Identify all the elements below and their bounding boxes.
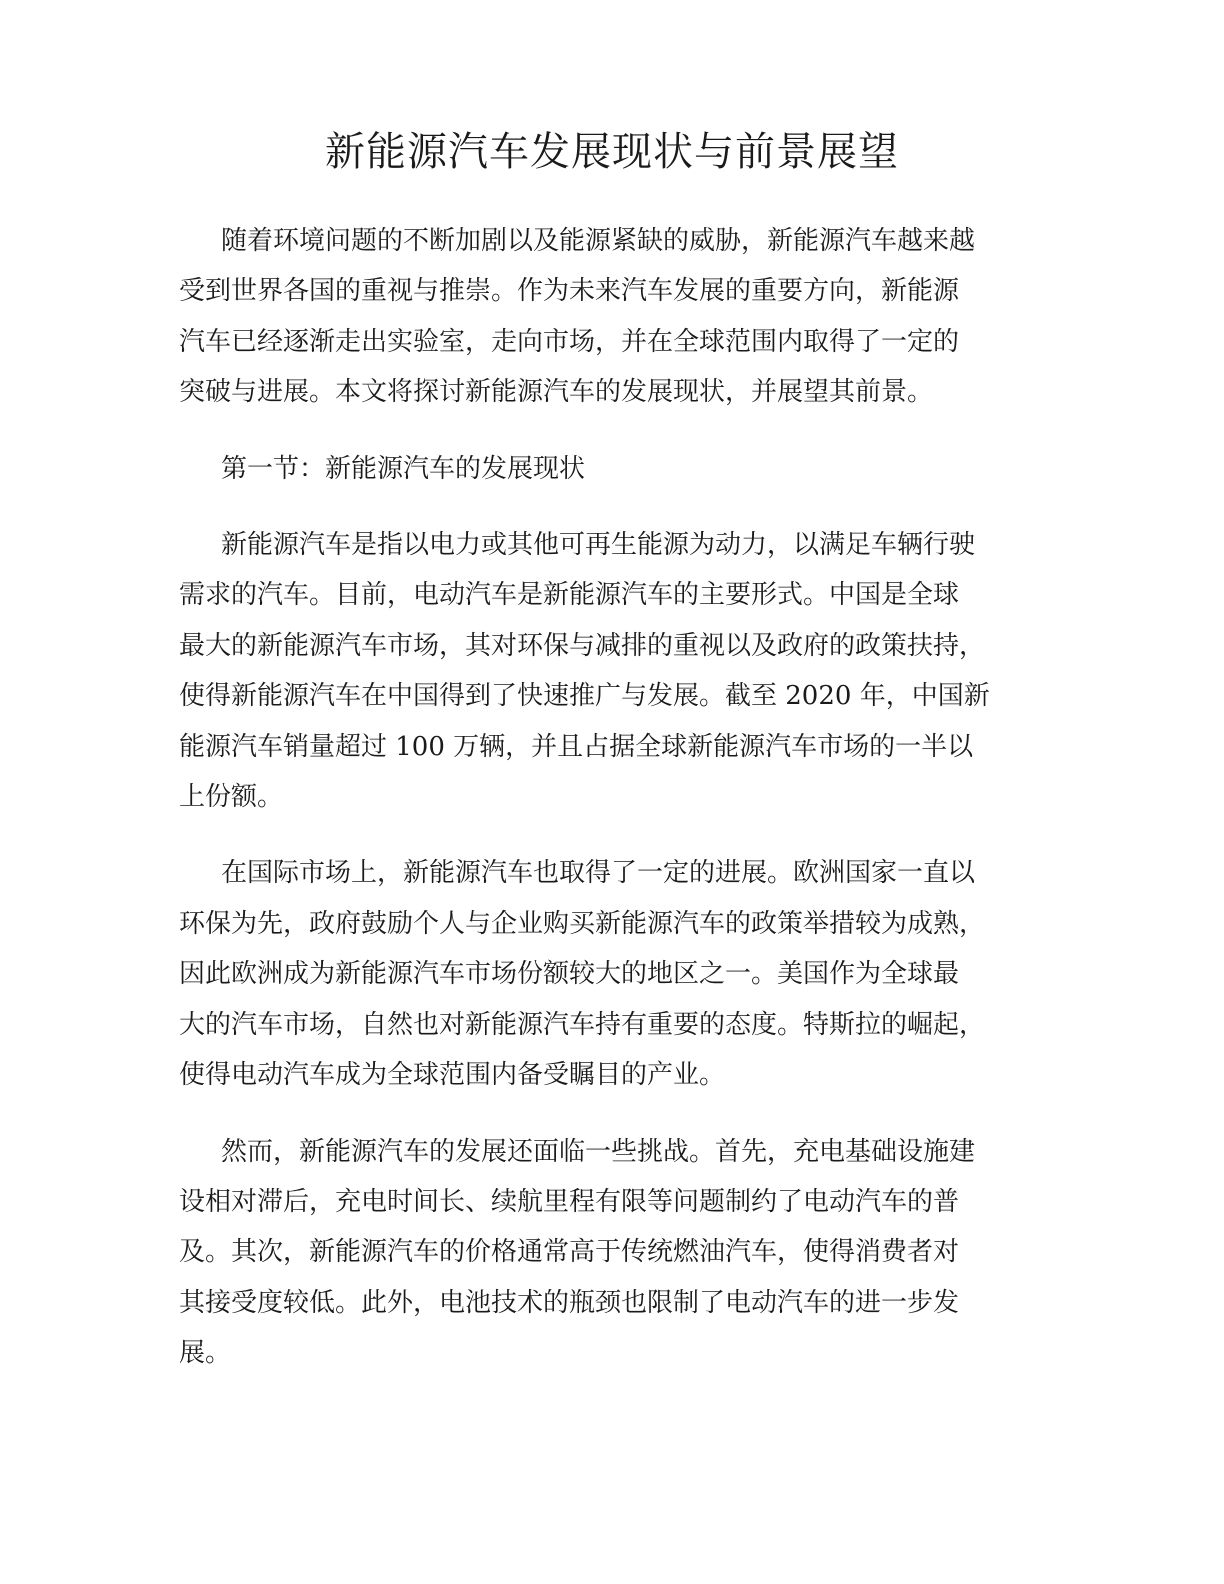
body-paragraph (179, 848, 1079, 1100)
paragraph-line: 因此欧洲成为新能源汽车市场份额较大的地区之一。美国作为全球最 (179, 959, 960, 990)
paragraph-line: 使得电动汽车成为全球范围内备受瞩目的产业。 (179, 1060, 726, 1091)
paragraph-line: 受到世界各国的重视与推崇。作为未来汽车发展的重要方向，新能源 (179, 276, 960, 307)
paragraph-line: 上份额。 (179, 782, 284, 813)
paragraph-line: 然而，新能源汽车的发展还面临一些挑战。首先，充电基础设施建 (221, 1136, 976, 1167)
intro-paragraph (179, 216, 1079, 418)
paragraph-line: 随着环境问题的不断加剧以及能源紧缺的威胁，新能源汽车越来越 (221, 226, 976, 256)
paragraph-line: 其接受度较低。此外，电池技术的瓶颈也限制了电动汽车的进一步发 (179, 1287, 960, 1318)
body-paragraph (179, 1127, 1079, 1379)
document-title: 新能源汽车发展现状与前景展望 (325, 129, 899, 175)
section-heading-text: 第一节：新能源汽车的发展现状 (221, 453, 586, 484)
paragraph-line: 突破与进展。本文将探讨新能源汽车的发展现状，并展望其前景。 (179, 377, 934, 408)
paragraph-line: 在国际市场上，新能源汽车也取得了一定的进展。欧洲国家一直以 (221, 858, 976, 889)
paragraph-line: 设相对滞后，充电时间长、续航里程有限等问题制约了电动汽车的普 (179, 1186, 960, 1217)
paragraph-line: 需求的汽车。目前，电动汽车是新能源汽车的主要形式。中国是全球 (179, 580, 960, 611)
paragraph-line: 使得新能源汽车在中国得到了快速推广与发展。截至 2020 年，中国新 (179, 681, 990, 712)
document-body (179, 216, 1079, 1405)
paragraph-line: 大的汽车市场，自然也对新能源汽车持有重要的态度。特斯拉的崛起， (179, 1009, 986, 1040)
paragraph-line: 新能源汽车是指以电力或其他可再生能源为动力，以满足车辆行驶 (221, 530, 976, 561)
paragraph-line: 展。 (179, 1338, 232, 1369)
paragraph-line: 最大的新能源汽车市场，其对环保与减排的重视以及政府的政策扶持， (179, 630, 986, 661)
paragraph-line: 汽车已经逐渐走出实验室，走向市场，并在全球范围内取得了一定的 (179, 326, 960, 357)
paragraph-line: 环保为先，政府鼓励个人与企业购买新能源汽车的政策举措较为成熟， (179, 908, 986, 939)
paragraph-line: 及。其次，新能源汽车的价格通常高于传统燃油汽车，使得消费者对 (179, 1237, 960, 1268)
paragraph-line: 能源汽车销量超过 100 万辆，并且占据全球新能源汽车市场的一半以 (179, 731, 974, 762)
body-paragraph (179, 520, 1079, 822)
section-heading (179, 444, 1079, 494)
